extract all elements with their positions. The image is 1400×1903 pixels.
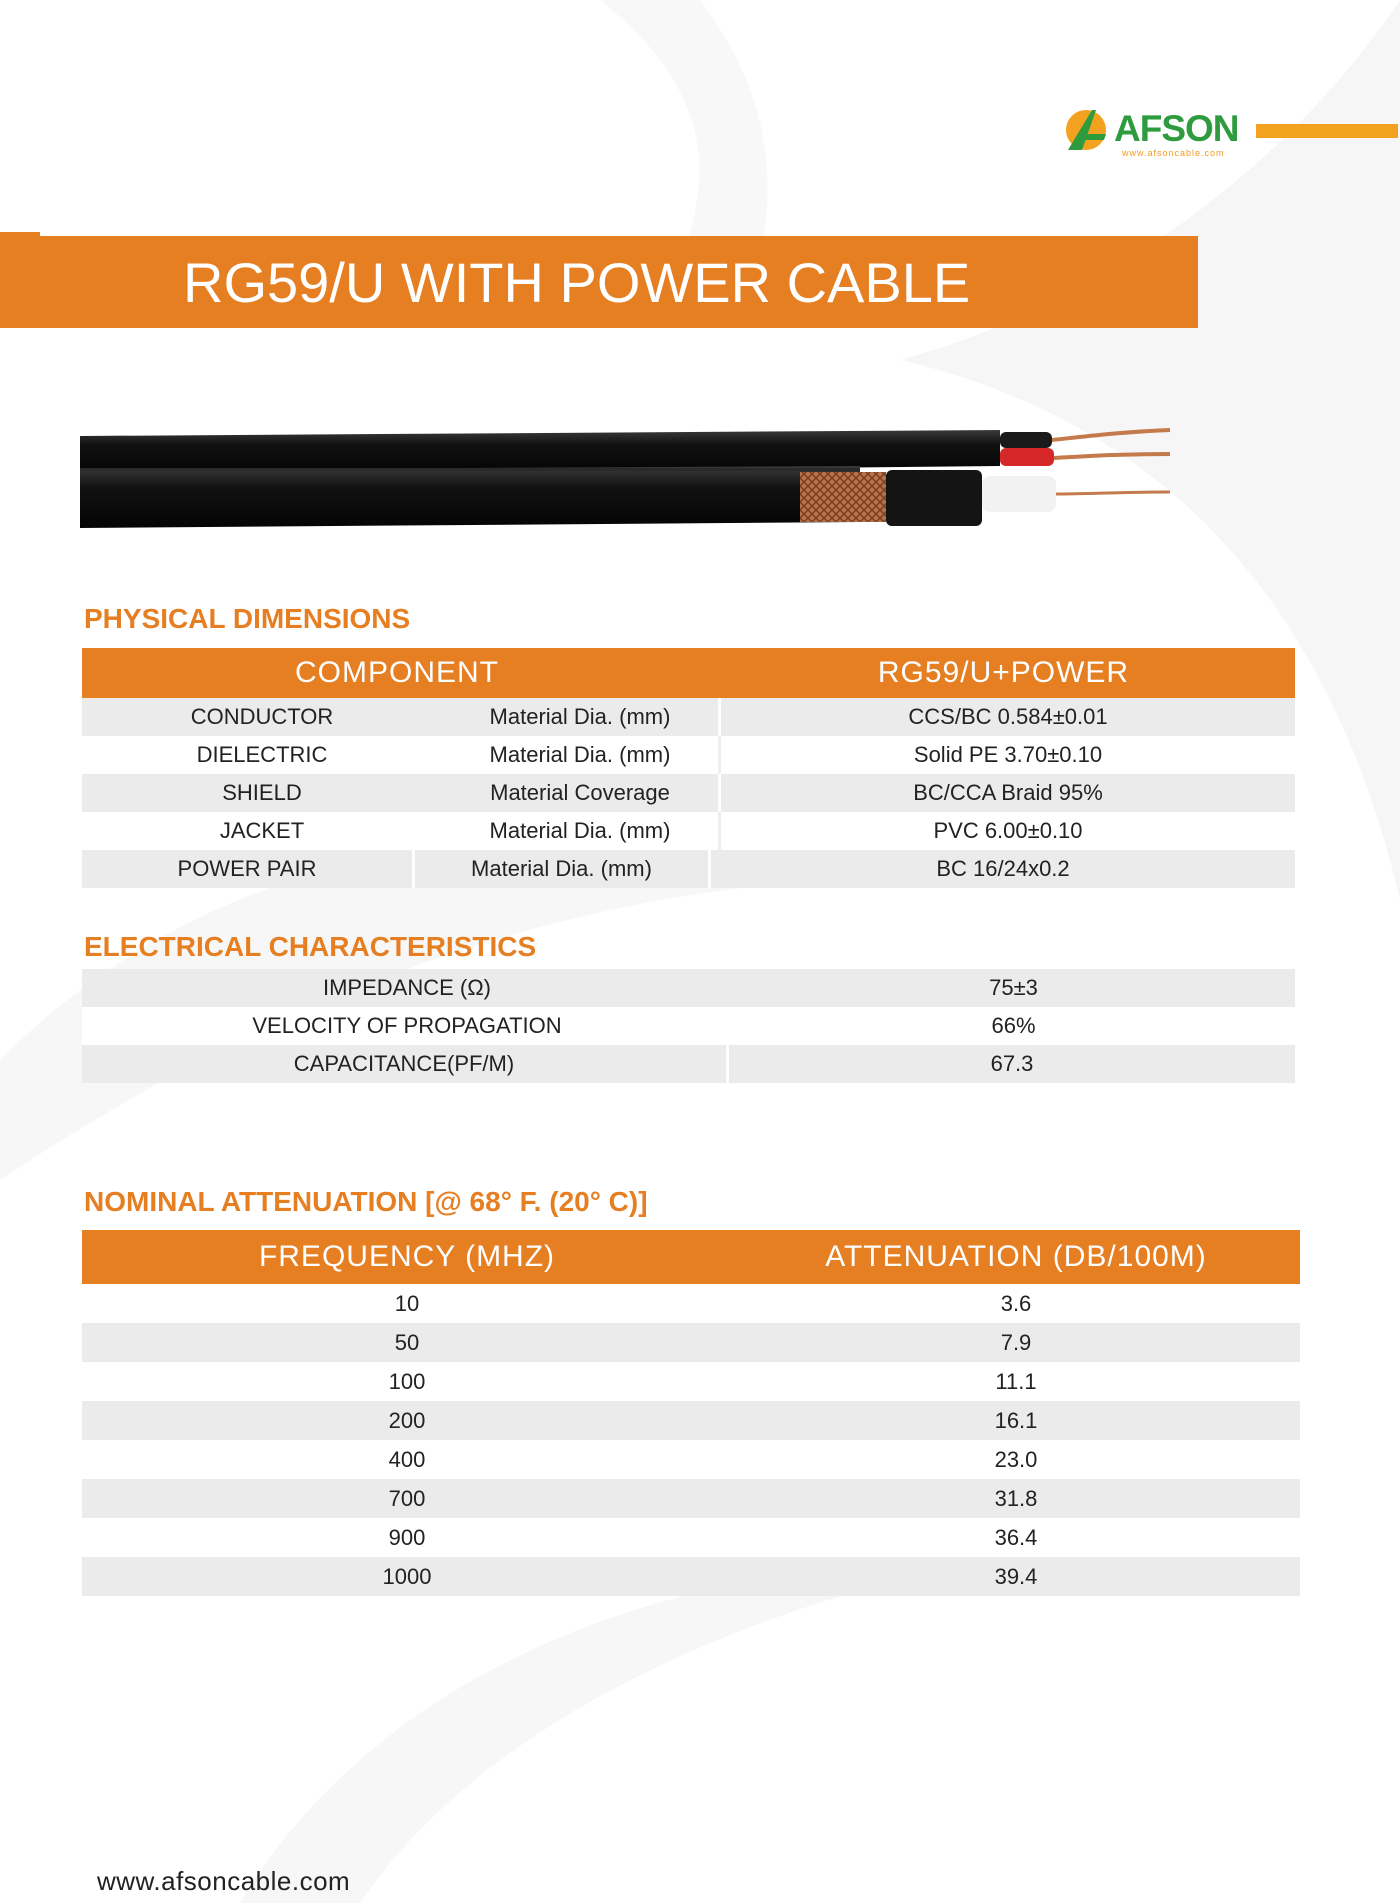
- header-accent-bar: [1256, 124, 1398, 138]
- header-frequency: FREQUENCY (MHZ): [258, 1240, 556, 1273]
- table-row: [82, 774, 1295, 812]
- table-row: [82, 736, 1295, 774]
- component-cell: DIELECTRIC: [196, 742, 328, 767]
- table-row: [82, 1045, 1295, 1083]
- component-cell: JACKET: [219, 818, 305, 843]
- frequency-cell: 50: [394, 1329, 420, 1355]
- table-row: [82, 812, 1295, 850]
- afson-logo-text: AFSON: [1114, 108, 1239, 149]
- table-row: [82, 1557, 1300, 1596]
- header-product: RG59/U+POWER: [877, 656, 1130, 689]
- value-cell: 75±3: [989, 975, 1038, 1000]
- title-banner: [0, 236, 1198, 328]
- table-row: [82, 1518, 1300, 1557]
- footer-website-link[interactable]: www.afsoncable.com: [97, 1866, 351, 1896]
- value-cell: 67.3: [990, 1051, 1034, 1076]
- attribute-cell: Material Dia. (mm): [442, 736, 721, 774]
- label-cell: CAPACITANCE(PF/M): [82, 1045, 729, 1083]
- physical-dimensions-heading: PHYSICAL DIMENSIONS: [84, 603, 411, 634]
- attenuation-cell: 7.9: [1000, 1329, 1032, 1355]
- table-row: [82, 1007, 1295, 1045]
- cable-product-image: [80, 422, 1190, 534]
- attribute-cell: Material Dia. (mm): [415, 850, 711, 888]
- table-row: [82, 1401, 1300, 1440]
- value-cell: BC 16/24x0.2: [936, 856, 1070, 881]
- table-row: [82, 1323, 1300, 1362]
- frequency-cell: 1000: [382, 1563, 432, 1589]
- frequency-cell: 700: [388, 1485, 426, 1511]
- frequency-cell: 400: [388, 1446, 426, 1472]
- afson-logo-mark-icon: [1062, 104, 1114, 156]
- attribute-cell: Material Dia. (mm): [442, 698, 721, 736]
- attenuation-cell: 39.4: [994, 1563, 1038, 1589]
- component-cell: CONDUCTOR: [190, 704, 334, 729]
- table-row: [82, 1479, 1300, 1518]
- electrical-characteristics-heading: ELECTRICAL CHARACTERISTICS: [84, 931, 537, 962]
- table-row: [82, 969, 1295, 1007]
- nominal-attenuation-heading: NOMINAL ATTENUATION [@ 68° F. (20° C)]: [84, 1186, 648, 1217]
- label-cell: VELOCITY OF PROPAGATION: [252, 1013, 562, 1038]
- component-cell: POWER PAIR: [82, 850, 415, 888]
- attenuation-table-header: [82, 1230, 1300, 1284]
- table-row: [82, 850, 1295, 888]
- physical-table-header: [82, 648, 1295, 698]
- frequency-cell: 10: [394, 1290, 420, 1316]
- physical-dimensions-table: [82, 648, 1295, 888]
- attribute-cell: Material Coverage: [442, 774, 721, 812]
- label-cell: IMPEDANCE (Ω): [322, 975, 491, 1000]
- table-row: [82, 1284, 1300, 1323]
- page-title: RG59/U WITH POWER CABLE: [183, 251, 971, 314]
- table-row: [82, 698, 1295, 736]
- table-row: [82, 1440, 1300, 1479]
- attribute-cell: Material Dia. (mm): [442, 812, 721, 850]
- value-cell: PVC 6.00±0.10: [933, 818, 1083, 843]
- value-cell: CCS/BC 0.584±0.01: [908, 704, 1108, 729]
- afson-logo: [1062, 104, 1242, 160]
- attenuation-cell: 31.8: [994, 1485, 1038, 1511]
- attenuation-cell: 16.1: [994, 1407, 1038, 1433]
- header-component: COMPONENT: [295, 656, 499, 689]
- component-cell: SHIELD: [222, 780, 302, 805]
- attenuation-cell: 11.1: [995, 1368, 1037, 1394]
- frequency-cell: 200: [388, 1407, 426, 1433]
- value-cell: 66%: [991, 1013, 1036, 1038]
- value-cell: Solid PE 3.70±0.10: [913, 742, 1103, 767]
- electrical-characteristics-table: [82, 969, 1295, 1083]
- header-attenuation: ATTENUATION (DB/100M): [825, 1240, 1207, 1273]
- attenuation-cell: 3.6: [1000, 1290, 1032, 1316]
- frequency-cell: 900: [388, 1524, 426, 1550]
- afson-logo-url: www.afsoncable.com: [1122, 148, 1225, 158]
- frequency-cell: 100: [388, 1368, 426, 1394]
- attenuation-cell: 23.0: [994, 1446, 1038, 1472]
- nominal-attenuation-table: [82, 1230, 1300, 1596]
- attenuation-cell: 36.4: [994, 1524, 1038, 1550]
- value-cell: BC/CCA Braid 95%: [913, 780, 1103, 805]
- table-row: [82, 1362, 1300, 1401]
